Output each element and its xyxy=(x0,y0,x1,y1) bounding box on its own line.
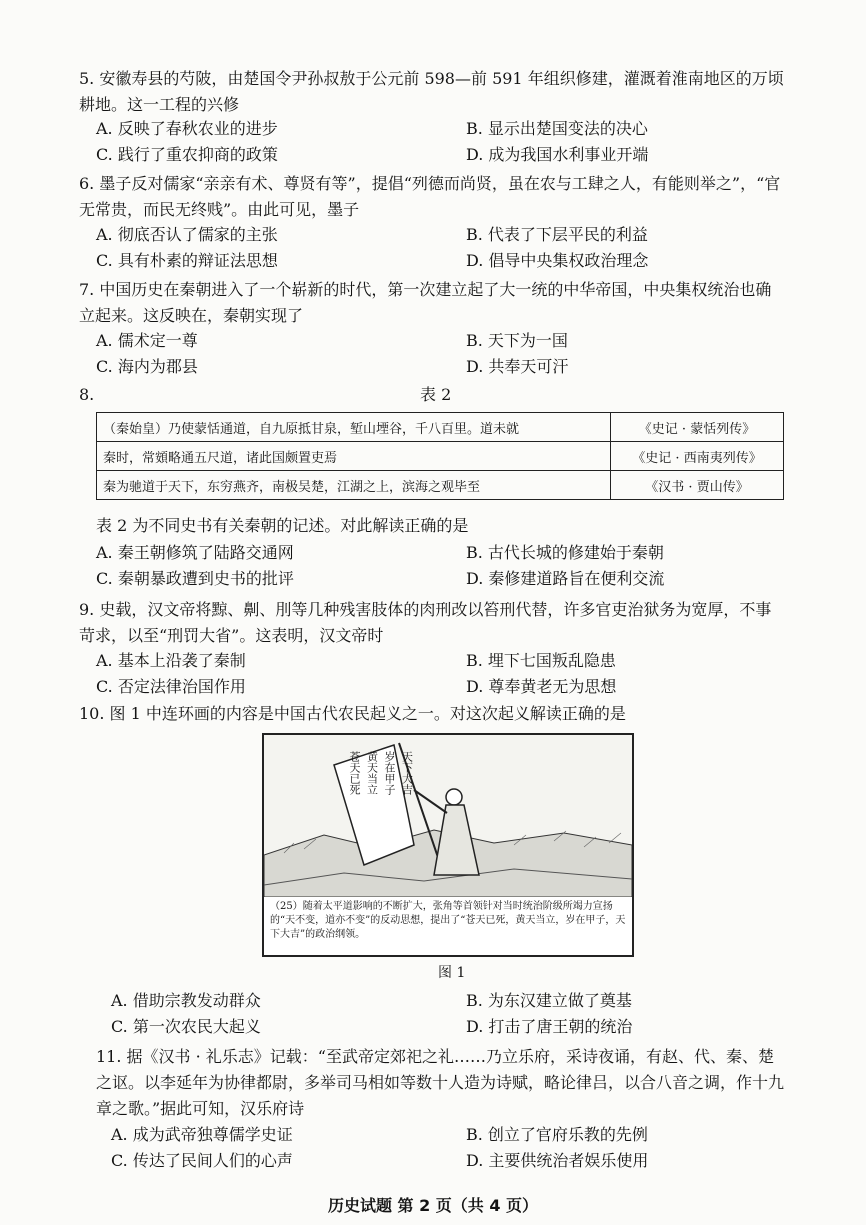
question-6-option-b: B. 代表了下层平民的利益 xyxy=(466,225,648,244)
question-7-option-d: D. 共奉天可汗 xyxy=(466,357,569,376)
page-footer: 历史试题 第 2 页（共 4 页） xyxy=(327,1196,539,1215)
question-7-option-a: A. 儒术定一尊 xyxy=(96,331,198,350)
question-9-stem: 9. 史载，汉文帝将黥、劓、刖等几种残害肢体的肉刑改以笞刑代替，许多官吏治狱务为宽厚，不事苛求，以至“刑罚大省”。这表明，汉文帝时 xyxy=(79,600,772,645)
question-5-option-a: A. 反映了春秋农业的进步 xyxy=(96,119,278,138)
table-cell-text: 秦为驰道于天下，东穷燕齐，南极吴楚，江湖之上，滨海之观毕至 xyxy=(97,471,611,500)
question-6-stem: 6. 墨子反对儒家“亲亲有术、尊贤有等”，提倡“列德而尚贤，虽在农与工肆之人，有能则举之”，“官无常贵，而民无终贱”。由此可见，墨子 xyxy=(79,174,781,219)
table-row xyxy=(97,442,784,471)
question-9-option-b: B. 埋下七国叛乱隐患 xyxy=(466,651,616,670)
question-11-option-a: A. 成为武帝独尊儒学史证 xyxy=(111,1125,293,1144)
question-8-stem: 表 2 为不同史书有关秦朝的记述。对此解读正确的是 xyxy=(96,516,469,535)
table-cell-source: 《史记 · 西南夷列传》 xyxy=(611,442,784,471)
question-9-option-a: A. 基本上沿袭了秦制 xyxy=(96,651,246,670)
table-cell-text: （秦始皇）乃使蒙恬通道，自九原抵甘泉，堑山堙谷，千八百里。道未就 xyxy=(97,413,611,442)
banner-line-1: 苍天已死 xyxy=(348,751,361,795)
question-11-option-c: C. 传达了民间人们的心声 xyxy=(111,1151,293,1170)
banner-text xyxy=(348,751,413,798)
question-10-stem: 10. 图 1 中连环画的内容是中国古代农民起义之一。对这次起义解读正确的是 xyxy=(79,704,626,723)
table-row xyxy=(97,471,784,500)
question-5-stem: 5. 安徽寿县的芍陂，由楚国令尹孙叔敖于公元前 598—前 591 年组织修建，灌溉着淮南地区的万顷耕地。这一工程的兴修 xyxy=(79,69,784,114)
question-6-option-c: C. 具有朴素的辩证法思想 xyxy=(96,251,278,270)
figure-1-label: 图 1 xyxy=(438,965,466,981)
question-6-option-a: A. 彻底否认了儒家的主张 xyxy=(96,225,278,244)
question-8-number: 8. xyxy=(79,385,95,404)
table-cell-source: 《汉书 · 贾山传》 xyxy=(611,471,784,500)
question-5-option-d: D. 成为我国水利事业开端 xyxy=(466,145,649,164)
table-2-title: 表 2 xyxy=(420,385,452,404)
comic-caption: （25）随着太平道影响的不断扩大，张角等首领针对当时统治阶级所竭力宣扬的“天不变，道亦不变”的反动思想，提出了“苍天已死，黄天当立，岁在甲子，天下大吉”的政治纲领。 xyxy=(270,901,626,940)
question-10-option-a: A. 借助宗教发动群众 xyxy=(111,991,261,1010)
banner-line-4: 天下大吉 xyxy=(400,751,414,795)
question-8-option-a: A. 秦王朝修筑了陆路交通网 xyxy=(96,543,294,562)
banner-line-3: 岁在甲子 xyxy=(383,751,396,795)
comic-figure xyxy=(262,733,634,957)
question-10-option-c: C. 第一次农民大起义 xyxy=(111,1017,261,1036)
question-8-option-d: D. 秦修建道路旨在便利交流 xyxy=(466,569,665,588)
question-8-option-b: B. 古代长城的修建始于秦朝 xyxy=(466,543,664,562)
question-11-option-d: D. 主要供统治者娱乐使用 xyxy=(466,1151,649,1170)
question-6-option-d: D. 倡导中央集权政治理念 xyxy=(466,251,649,270)
banner-line-2: 黄天当立 xyxy=(365,751,379,795)
question-11-option-b: B. 创立了官府乐教的先例 xyxy=(466,1125,648,1144)
question-10-option-b: B. 为东汉建立做了奠基 xyxy=(466,991,632,1010)
question-11-stem: 11. 据《汉书 · 礼乐志》记载：“至武帝定郊祀之礼……乃立乐府，采诗夜诵，有赵、代、秦、楚之讴。以李延年为协律都尉，多举司马相如等数十人造为诗赋，略论律吕，以合八音之调，作十九章之歌。”据此可知，汉乐府诗 xyxy=(96,1047,785,1118)
table-row xyxy=(97,413,784,442)
question-5-option-c: C. 践行了重农抑商的政策 xyxy=(96,145,278,164)
table-cell-text: 秦时，常頞略通五尺道，诸此国颇置吏焉 xyxy=(97,442,611,471)
question-7-stem: 7. 中国历史在秦朝进入了一个崭新的时代，第一次建立起了大一统的中华帝国，中央集权统治也确立起来。这反映在，秦朝实现了 xyxy=(79,280,772,325)
question-10-option-d: D. 打击了唐王朝的统治 xyxy=(466,1017,633,1036)
table-cell-source: 《史记 · 蒙恬列传》 xyxy=(611,413,784,442)
comic-illustration xyxy=(264,735,632,897)
question-7-option-c: C. 海内为郡县 xyxy=(96,357,198,376)
table-2 xyxy=(96,412,784,500)
question-9-option-c: C. 否定法律治国作用 xyxy=(96,677,246,696)
question-5-option-b: B. 显示出楚国变法的决心 xyxy=(466,119,648,138)
question-7-option-b: B. 天下为一国 xyxy=(466,331,568,350)
question-8-option-c: C. 秦朝暴政遭到史书的批评 xyxy=(96,569,294,588)
question-9-option-d: D. 尊奉黄老无为思想 xyxy=(466,677,617,696)
